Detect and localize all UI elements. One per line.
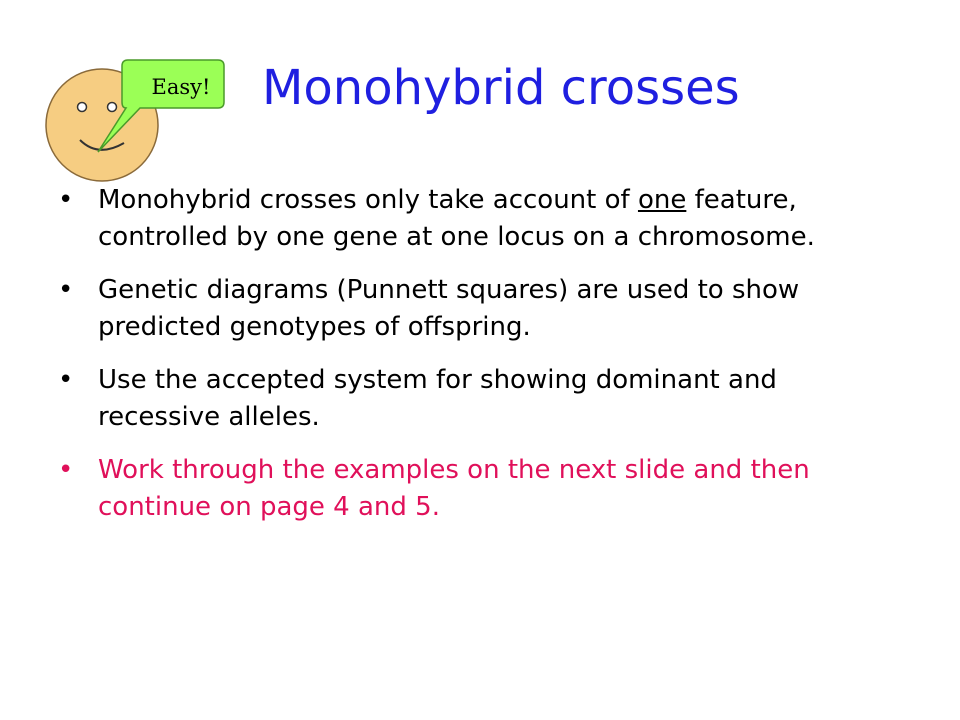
bullet-text: Use the accepted system for showing dominant and recessive alleles. bbox=[98, 365, 777, 432]
bullet-text: Genetic diagrams (Punnett squares) are used to show predicted genotypes of offspring. bbox=[98, 275, 800, 342]
bullet-glyph: • bbox=[58, 275, 74, 305]
bullet-item bbox=[58, 362, 888, 436]
bullet-glyph: • bbox=[58, 365, 74, 395]
speech-bubble-text: Easy! bbox=[151, 75, 211, 99]
bullet-glyph: • bbox=[58, 185, 74, 215]
underlined-word: one bbox=[637, 185, 687, 215]
bullet-item bbox=[58, 182, 888, 256]
bullet-list bbox=[58, 182, 888, 542]
bullet-text: Work through the examples on the next slide and then continue on page 4 and 5. bbox=[98, 455, 810, 522]
slide-title: Monohybrid crosses bbox=[262, 60, 740, 116]
bullet-item-highlight bbox=[58, 452, 888, 526]
bullet-glyph: • bbox=[58, 455, 74, 485]
bullet-item bbox=[58, 272, 888, 346]
bullet-text: Monohybrid crosses only take account of bbox=[98, 185, 638, 215]
bullet-text: feature, controlled by one gene at one locus on a chromosome. bbox=[98, 185, 815, 252]
